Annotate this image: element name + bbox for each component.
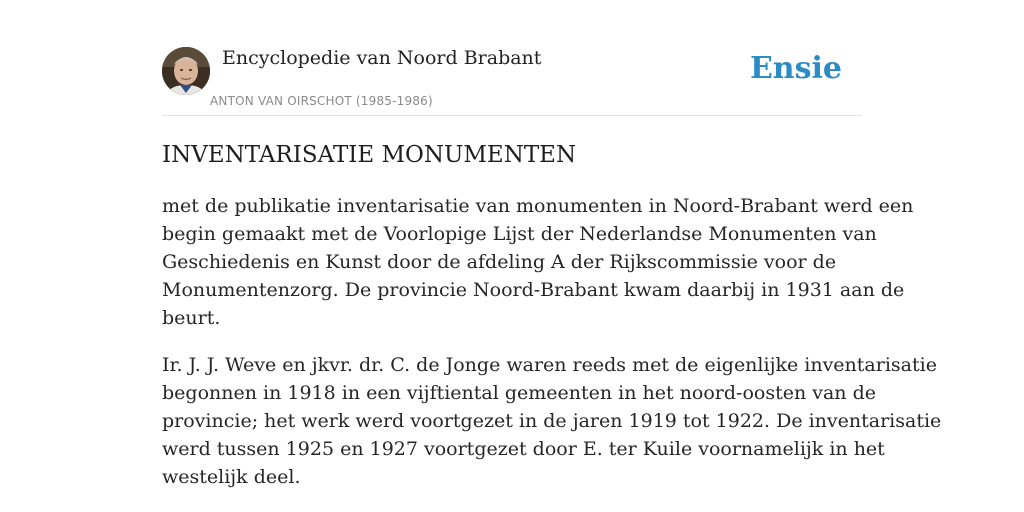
brand-logo[interactable]: Ensie [749, 51, 842, 86]
author-portrait-icon [162, 47, 210, 95]
paragraph [162, 192, 914, 332]
author-avatar[interactable] [162, 47, 210, 95]
paragraph-line: begin gemaakt met de Voorlopige Lijst der Nederlandse Monumenten van [162, 223, 877, 245]
entry-title: INVENTARISATIE MONUMENTEN [162, 142, 577, 168]
paragraph [162, 351, 942, 491]
author-credit[interactable]: ANTON VAN OIRSCHOT (1985-1986) [210, 94, 433, 108]
site-title[interactable]: Encyclopedie van Noord Brabant [222, 47, 542, 69]
header-divider [162, 115, 862, 116]
paragraph-line: Geschiedenis en Kunst door de afdeling A der Rijkscommissie voor de [162, 251, 837, 273]
paragraph-line: Monumentenzorg. De provincie Noord-Brabant kwam daarbij in 1931 aan de [162, 279, 905, 301]
paragraph-line: provincie; het werk werd voortgezet in de jaren 1919 tot 1922. De inventarisatie [162, 410, 942, 432]
paragraph-line: westelijk deel. [162, 466, 301, 488]
paragraph-line: met de publikatie inventarisatie van monumenten in Noord-Brabant werd een [162, 195, 914, 217]
paragraph-line: werd tussen 1925 en 1927 voortgezet door E. ter Kuile voornamelijk in het [162, 438, 885, 460]
paragraph-line: beurt. [162, 307, 221, 329]
paragraph-line: begonnen in 1918 in een vijftiental gemeenten in het noord-oosten van de [162, 382, 876, 404]
paragraph-line: Ir. J. J. Weve en jkvr. dr. C. de Jonge waren reeds met de eigenlijke inventarisatie [162, 354, 937, 376]
entry-body [162, 192, 942, 491]
